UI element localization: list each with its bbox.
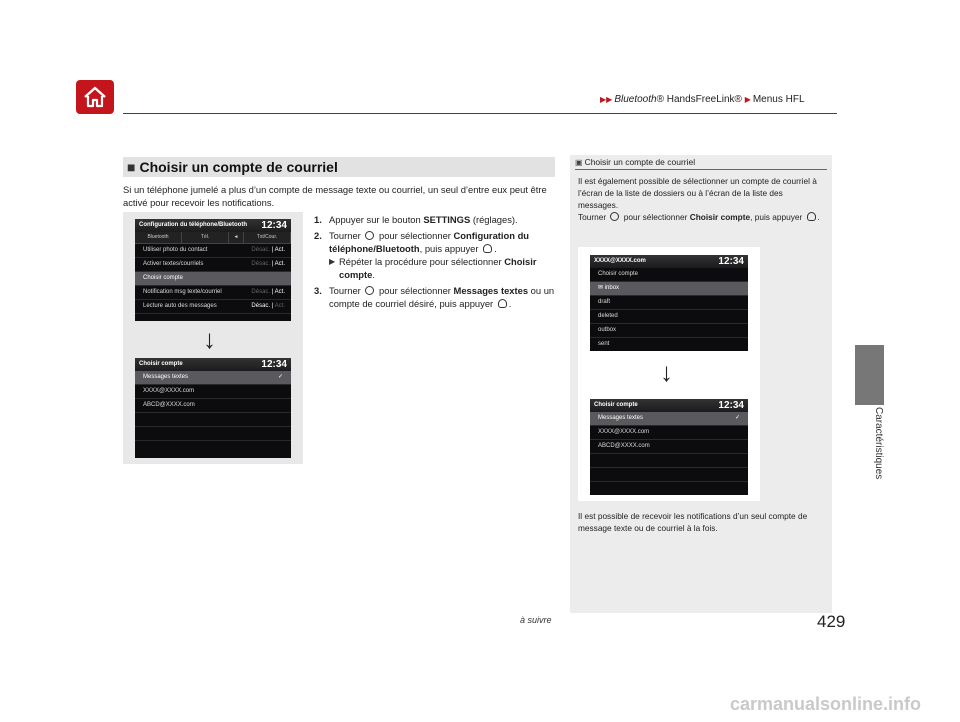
screen-title-bar: [590, 399, 748, 412]
screen-title-bar: [135, 219, 291, 232]
square-bullet-icon: ■: [127, 159, 136, 175]
list-item[interactable]: [135, 258, 291, 272]
list-item-label: Messages textes: [598, 415, 644, 421]
step-text: .: [372, 269, 375, 280]
choose-account-screen: [135, 358, 291, 458]
list-item[interactable]: [135, 399, 291, 413]
list-item[interactable]: [135, 300, 291, 314]
list-item-label: Lecture auto des messages: [143, 303, 217, 309]
list-item[interactable]: [590, 310, 748, 324]
chapter-label: Caractéristiques: [873, 407, 884, 480]
step-text: pour sélectionner: [376, 285, 454, 296]
breadcrumb-item[interactable]: Bluetooth: [614, 94, 657, 105]
list-item-label: Utiliser photo du contact: [143, 247, 208, 253]
list-item[interactable]: [590, 440, 748, 454]
note-screens: [578, 247, 760, 501]
note-paragraph: pour sélectionner: [621, 212, 690, 222]
page-number: 429: [817, 612, 846, 631]
note-paragraph: Tourner: [578, 212, 609, 222]
tab-tel[interactable]: Tél.: [182, 232, 229, 243]
breadcrumb: [600, 94, 805, 105]
list-item-label: Choisir compte: [143, 275, 184, 281]
note-paragraph: Il est également possible de sélectionner un compte de courriel à l’écran de la liste de dossiers ou à l’écran de la liste des messages.: [578, 176, 817, 210]
step-text: Tourner: [329, 230, 364, 241]
press-icon: [483, 244, 492, 253]
note-reference-icon: ▣: [575, 158, 583, 167]
list-item: [135, 427, 291, 441]
screen-clock: 12:34: [718, 256, 744, 267]
step-keyword: Configuration du téléphone/Bluetooth: [329, 230, 530, 254]
list-item-label: Choisir compte: [598, 271, 639, 277]
screen-clock: 12:34: [261, 220, 287, 231]
header-divider: [123, 113, 837, 114]
continued-label: à suivre: [520, 615, 552, 625]
breadcrumb-arrow-icon: ▶▶: [600, 95, 613, 104]
step-keyword: Choisir compte: [339, 256, 537, 280]
step-text: ou un compte de courriel désiré, puis appuyer: [329, 285, 555, 309]
tab-arrow-icon[interactable]: ◄: [229, 232, 244, 243]
option-on: Act.: [274, 303, 285, 309]
selector-knob-icon: [365, 231, 374, 240]
step-number: 2.: [314, 230, 322, 241]
option-off: Désac.: [251, 247, 271, 253]
triangle-bullet-icon: ▶: [329, 257, 336, 266]
press-icon: [498, 299, 507, 308]
step-text: Tourner: [329, 285, 364, 296]
list-item-label: deleted: [598, 313, 618, 319]
selector-knob-icon: [365, 286, 374, 295]
note-text: [578, 175, 824, 223]
intro-paragraph: Si un téléphone jumelé a plus d’un compte de message texte ou courriel, un seul d’entre eux peut être activé pour recevoir les notifications.: [123, 184, 547, 208]
check-icon: ✓: [734, 415, 740, 421]
screens-panel: [123, 212, 303, 464]
check-icon: ✓: [277, 374, 283, 380]
list-item[interactable]: [590, 426, 748, 440]
list-item-label: ABCD@XXXX.com: [598, 443, 650, 449]
list-item: [590, 454, 748, 468]
option-off: Désac.: [251, 261, 271, 267]
step-text: .: [494, 243, 497, 254]
list-item[interactable]: [135, 286, 291, 300]
steps-list: [314, 213, 564, 313]
list-item[interactable]: [590, 338, 748, 351]
folder-list-screen: [590, 255, 748, 351]
list-item[interactable]: [590, 296, 748, 310]
step-keyword: Messages textes: [453, 285, 529, 296]
list-item-label: Activer textes/courriels: [143, 261, 204, 267]
settings-screen: [135, 219, 291, 321]
list-item[interactable]: [135, 244, 291, 258]
selector-knob-icon: [610, 212, 619, 221]
screen-title: Choisir compte: [594, 402, 638, 408]
note-title: [575, 157, 827, 170]
step-text: , puis appuyer: [419, 243, 482, 254]
note-paragraph: .: [817, 212, 820, 222]
list-item-label: outbox: [598, 327, 617, 333]
breadcrumb-arrow-icon: ▶: [744, 95, 751, 104]
list-item: [590, 468, 748, 482]
step-text: pour sélectionner: [376, 230, 454, 241]
screen-title: Configuration du téléphone/Bluetooth: [139, 222, 247, 228]
step-text: Répéter la procédure pour sélectionner: [339, 256, 505, 267]
list-item-selected[interactable]: [590, 412, 748, 426]
screen-title-bar: [590, 255, 748, 268]
envelope-icon: ✉: [598, 285, 605, 291]
section-heading-text: Choisir un compte de courriel: [139, 159, 338, 175]
step-3: [314, 284, 564, 310]
list-item-selected[interactable]: [590, 282, 748, 296]
list-item-label: draft: [598, 299, 611, 305]
option-on: | Act.: [271, 261, 285, 267]
list-item-label: sent: [598, 341, 610, 347]
list-item-label: Messages textes: [143, 374, 189, 380]
step-text: Appuyer sur le bouton: [329, 214, 424, 225]
option-off: Désac.: [251, 289, 271, 295]
breadcrumb-item[interactable]: ® HandsFreeLink®: [656, 94, 742, 105]
list-item-label: inbox: [604, 285, 620, 291]
option-on: | Act.: [271, 247, 285, 253]
step-2: [314, 229, 564, 281]
down-arrow-icon: ↓: [660, 357, 673, 387]
step-1: [314, 213, 564, 226]
tab-bluetooth[interactable]: Bluetooth: [135, 232, 182, 243]
note-keyword: Choisir compte: [689, 212, 751, 222]
screen-clock: 12:34: [261, 359, 287, 370]
breadcrumb-item[interactable]: Menus HFL: [752, 94, 805, 105]
list-item-selected[interactable]: [135, 371, 291, 385]
list-item[interactable]: [590, 268, 748, 282]
list-item[interactable]: [590, 324, 748, 338]
option-on: | Act.: [271, 289, 285, 295]
list-item-label: Notification msg texte/courriel: [143, 289, 222, 295]
watermark: carmanualsonline.info: [730, 694, 922, 714]
option-off: Désac. |: [251, 303, 274, 309]
home-icon: [82, 85, 108, 109]
list-item-label: ABCD@XXXX.com: [143, 402, 195, 408]
section-heading: [123, 157, 555, 177]
step-text: (réglages).: [470, 214, 518, 225]
screen-clock: 12:34: [718, 400, 744, 411]
step-text: .: [508, 298, 512, 309]
list-item-label: XXXX@XXXX.com: [598, 429, 650, 435]
screen-tabs: [135, 232, 291, 244]
step-keyword: SETTINGS: [423, 214, 471, 225]
list-item-label: XXXX@XXXX.com: [143, 388, 195, 394]
list-item-selected[interactable]: [135, 272, 291, 286]
step-2-sub: [329, 255, 564, 281]
press-icon: [807, 212, 816, 221]
note-paragraph: , puis appuyer: [750, 212, 805, 222]
screen-title: Choisir compte: [139, 361, 183, 367]
choose-account-screen: [590, 399, 748, 495]
note-bottom-text: Il est possible de recevoir les notifications d’un seul compte de message texte ou de courriel à la fois.: [578, 511, 808, 533]
list-item[interactable]: [135, 385, 291, 399]
screen-title-bar: [135, 358, 291, 371]
step-number: 3.: [314, 285, 322, 296]
tab-txt-cour[interactable]: Txt/Cour.: [244, 232, 291, 243]
home-button[interactable]: [76, 80, 114, 114]
note-title-text: Choisir un compte de courriel: [584, 157, 696, 167]
down-arrow-icon: ↓: [203, 324, 216, 354]
step-number: 1.: [314, 214, 322, 225]
screen-title: XXXX@XXXX.com: [594, 258, 646, 264]
list-item: [135, 413, 291, 427]
